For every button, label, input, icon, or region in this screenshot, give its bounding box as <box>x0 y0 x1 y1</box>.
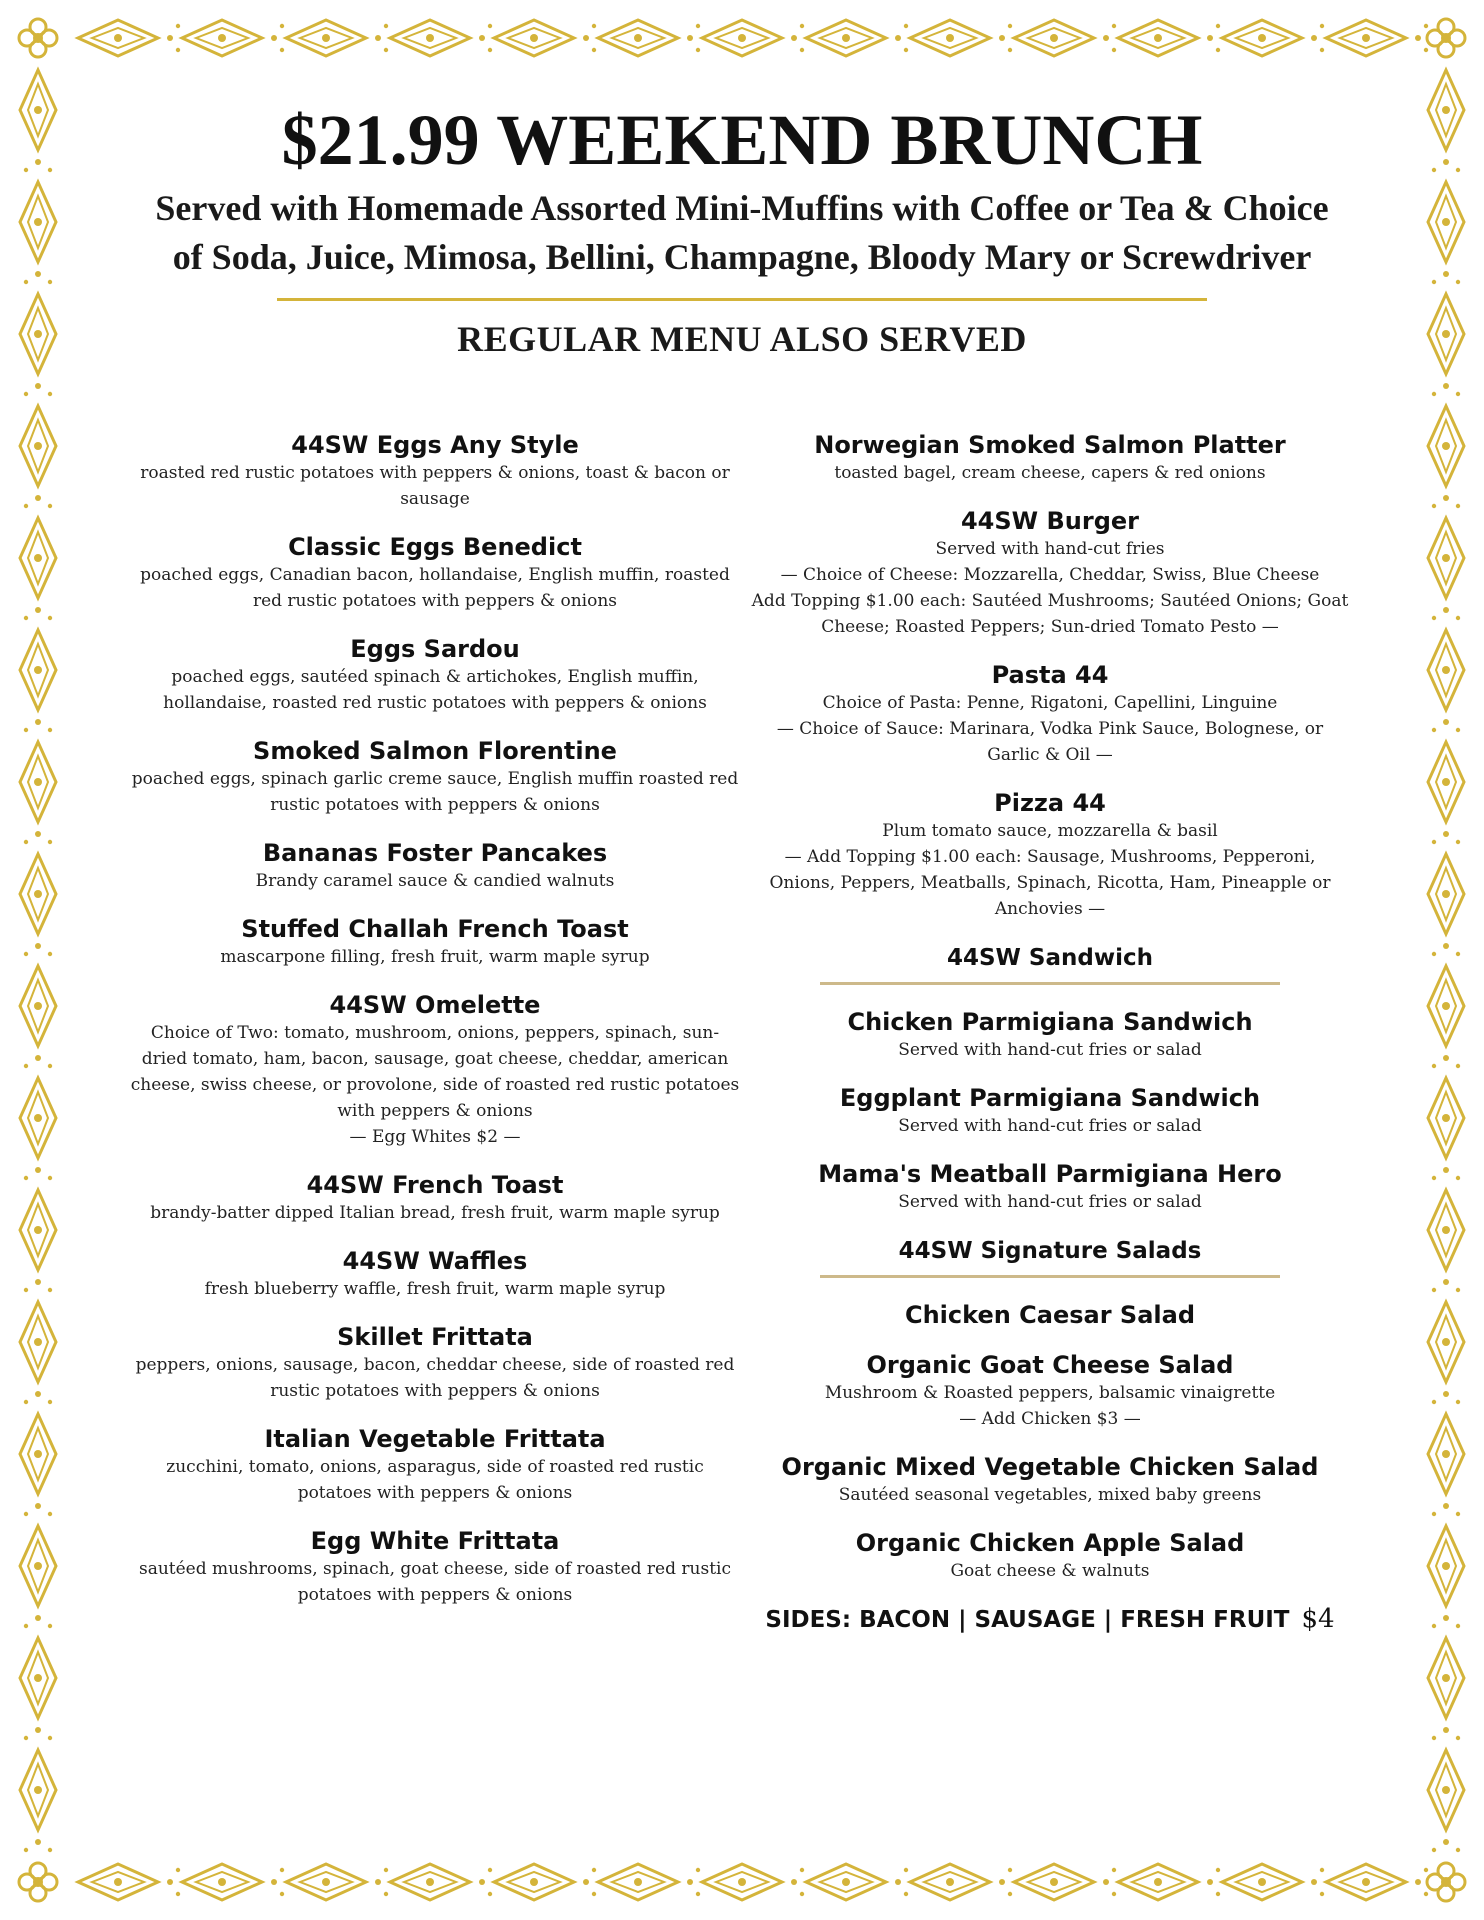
menu-item-name: 44SW Burger <box>960 507 1140 535</box>
border-ornament-icon <box>20 742 56 844</box>
menu-item <box>130 1170 740 1226</box>
menu-item-name: Pizza 44 <box>994 789 1106 817</box>
menu-item-name: 44SW Waffles <box>342 1247 528 1275</box>
border-ornament-icon <box>1428 1526 1464 1628</box>
border-ornament-icon <box>1428 1302 1464 1404</box>
page-title: $21.99 WEEKEND BRUNCH <box>281 100 1203 180</box>
sides-line <box>750 1604 1350 1634</box>
menu-item-description: poached eggs, spinach garlic creme sauce, English muffin roasted red rustic potatoes with peppers & onions <box>131 769 739 815</box>
menu-item-description: roasted red rustic potatoes with peppers & onions, toast & bacon or sausage <box>140 463 730 509</box>
menu-item-name: Mama's Meatball Parmigiana Hero <box>818 1160 1282 1188</box>
border-ornament-icon <box>286 1864 388 1900</box>
corner-flower-icon <box>19 19 57 57</box>
menu-item-description: poached eggs, Canadian bacon, hollandaise, English muffin, roasted red rustic potatoes with peppers & onions <box>140 565 730 611</box>
border-ornament-icon <box>20 1302 56 1404</box>
border-ornament-icon <box>20 1078 56 1180</box>
menu-item-description: zucchini, tomato, onions, asparagus, side of roasted red rustic potatoes with peppers & onions <box>166 1457 704 1503</box>
border-ornament-icon <box>702 20 804 56</box>
border-ornament-icon <box>494 1864 596 1900</box>
border-ornament-icon <box>1014 20 1116 56</box>
menu-item-description: Choice of Pasta: Penne, Rigatoni, Capellini, Linguine <box>822 693 1278 713</box>
menu-item-description: Brandy caramel sauce & candied walnuts <box>255 871 615 891</box>
border-ornament-icon <box>20 1750 56 1852</box>
menu-item-name: Pasta 44 <box>991 661 1109 689</box>
border-ornament-icon <box>20 294 56 396</box>
menu-item-name: Organic Mixed Vegetable Chicken Salad <box>781 1453 1319 1481</box>
menu-item <box>750 430 1350 486</box>
menu-item-description: — Choice of Sauce: Marinara, Vodka Pink Sauce, Bolognese, or Garlic & Oil — <box>776 719 1324 765</box>
border-ornament-icon <box>1014 1864 1116 1900</box>
border-ornament-icon <box>20 182 56 284</box>
menu-item-name: Stuffed Challah French Toast <box>241 915 629 943</box>
menu-item-description: Add Topping $1.00 each: Sautéed Mushrooms; Sautéed Onions; Goat Cheese; Roasted Peppers; Sun-dried Tomato Pesto — <box>751 591 1349 637</box>
menu-item <box>130 1424 740 1506</box>
menu-item-name: Eggs Sardou <box>350 635 520 663</box>
menu-item <box>750 1452 1350 1508</box>
menu-item <box>750 788 1350 922</box>
border-ornament-icon <box>598 1864 700 1900</box>
border-ornament-icon <box>1428 294 1464 396</box>
menu-item-description: Served with hand-cut fries or salad <box>898 1040 1202 1060</box>
menu-item-description: Served with hand-cut fries or salad <box>898 1192 1202 1212</box>
border-ornament-icon <box>598 20 700 56</box>
menu-item-name: Organic Chicken Apple Salad <box>855 1529 1245 1557</box>
border-ornament-icon <box>1428 966 1464 1068</box>
left-menu-column <box>130 430 740 1628</box>
border-ornament-icon <box>1428 1190 1464 1292</box>
menu-item-description: Plum tomato sauce, mozzarella & basil <box>882 821 1218 841</box>
section-title: 44SW Signature Salads <box>898 1238 1202 1264</box>
menu-item-name: Bananas Foster Pancakes <box>262 839 608 867</box>
right-menu-column <box>750 430 1350 1634</box>
brunch-subtitle: Served with Homemade Assorted Mini-Muffins with Coffee or Tea & Choice of Soda, Juice, Mimosa, Bellini, Champagne, Bloody Mary or Screwdriver <box>155 188 1329 277</box>
menu-item-description: Mushroom & Roasted peppers, balsamic vinaigrette <box>824 1383 1276 1403</box>
menu-item-description: poached eggs, sautéed spinach & artichokes, English muffin, hollandaise, roasted red rustic potatoes with peppers & onions <box>163 667 707 713</box>
menu-item-description: Goat cheese & walnuts <box>950 1561 1150 1581</box>
border-ornament-icon <box>1428 630 1464 732</box>
menu-item <box>750 1528 1350 1584</box>
border-ornament-icon <box>806 20 908 56</box>
regular-menu-note: REGULAR MENU ALSO SERVED <box>457 319 1027 359</box>
border-ornament-icon <box>910 1864 1012 1900</box>
menu-item-name: Classic Eggs Benedict <box>288 533 582 561</box>
menu-item <box>750 1350 1350 1432</box>
menu-item-description: fresh blueberry waffle, fresh fruit, warm maple syrup <box>204 1279 666 1299</box>
border-ornament-icon <box>20 518 56 620</box>
border-ornament-icon <box>494 20 596 56</box>
section-divider <box>820 982 1280 985</box>
section-divider <box>820 1275 1280 1278</box>
menu-item-description: sautéed mushrooms, spinach, goat cheese, side of roasted red rustic potatoes with peppers & onions <box>138 1559 731 1605</box>
menu-item-description: toasted bagel, cream cheese, capers & red onions <box>834 463 1266 483</box>
border-ornament-icon <box>20 406 56 508</box>
corner-flower-icon <box>1427 1863 1465 1901</box>
border-ornament-icon <box>1326 1864 1428 1900</box>
menu-content <box>110 100 1374 1634</box>
menu-item-name: Eggplant Parmigiana Sandwich <box>839 1084 1261 1112</box>
border-ornament-icon <box>182 20 284 56</box>
border-ornament-icon <box>1428 1638 1464 1740</box>
border-ornament-icon <box>1118 20 1220 56</box>
corner-flower-icon <box>19 1863 57 1901</box>
border-ornament-icon <box>20 630 56 732</box>
menu-item-description: — Choice of Cheese: Mozzarella, Cheddar, Swiss, Blue Cheese <box>780 565 1320 585</box>
corner-flower-icon <box>1427 19 1465 57</box>
border-ornament-icon <box>182 1864 284 1900</box>
menu-item <box>130 914 740 970</box>
menu-item <box>750 660 1350 768</box>
border-ornament-icon <box>1428 518 1464 620</box>
menu-item-name: 44SW Omelette <box>329 991 541 1019</box>
menu-item-name: Italian Vegetable Frittata <box>264 1425 606 1453</box>
border-ornament-icon <box>390 20 492 56</box>
menu-item <box>130 532 740 614</box>
menu-item-name: 44SW Eggs Any Style <box>291 431 579 459</box>
border-ornament-icon <box>20 1526 56 1628</box>
border-ornament-icon <box>286 20 388 56</box>
menu-item <box>130 430 740 512</box>
menu-item-description: Served with hand-cut fries <box>935 539 1165 559</box>
border-ornament-icon <box>20 854 56 956</box>
border-ornament-icon <box>1428 182 1464 284</box>
border-ornament-icon <box>1428 70 1464 172</box>
menu-item <box>130 1246 740 1302</box>
menu-item-name: Chicken Parmigiana Sandwich <box>847 1008 1253 1036</box>
border-ornament-icon <box>20 70 56 172</box>
menu-item-description: Choice of Two: tomato, mushroom, onions, peppers, spinach, sun-dried tomato, ham, bacon, sausage, goat cheese, cheddar, american cheese, swiss cheese, or provolone, side of roasted red rustic potatoes with peppers & onions <box>130 1023 740 1121</box>
border-ornament-icon <box>1428 1414 1464 1516</box>
menu-item-description: — Egg Whites $2 — <box>349 1127 521 1147</box>
menu-item <box>750 1007 1350 1063</box>
menu-item <box>130 736 740 818</box>
menu-item-description: mascarpone filling, fresh fruit, warm maple syrup <box>220 947 650 967</box>
section-title: 44SW Sandwich <box>946 945 1153 971</box>
border-ornament-icon <box>1118 1864 1220 1900</box>
border-ornament-icon <box>1428 1750 1464 1852</box>
menu-item-name: Norwegian Smoked Salmon Platter <box>814 431 1286 459</box>
border-ornament-icon <box>78 1864 180 1900</box>
border-ornament-icon <box>806 1864 908 1900</box>
menu-item-description: — Add Topping $1.00 each: Sausage, Mushrooms, Pepperoni, Onions, Peppers, Meatballs, Spinach, Ricotta, Ham, Pineapple or Anchovies — <box>769 847 1331 919</box>
menu-item-description: Served with hand-cut fries or salad <box>898 1116 1202 1136</box>
border-ornament-icon <box>702 1864 804 1900</box>
menu-item <box>130 1322 740 1404</box>
border-ornament-icon <box>20 1190 56 1292</box>
menu-item <box>750 1159 1350 1215</box>
menu-item <box>750 1083 1350 1139</box>
border-ornament-icon <box>390 1864 492 1900</box>
salad-section-header <box>750 1235 1350 1278</box>
border-ornament-icon <box>20 1414 56 1516</box>
border-ornament-icon <box>1428 854 1464 956</box>
menu-item <box>130 634 740 716</box>
border-ornament-icon <box>1428 406 1464 508</box>
menu-item-name: Skillet Frittata <box>337 1323 533 1351</box>
menu-item <box>750 1300 1350 1330</box>
menu-item-description: Sautéed seasonal vegetables, mixed baby greens <box>838 1485 1262 1505</box>
menu-item <box>130 1526 740 1608</box>
title-divider <box>277 298 1207 301</box>
sandwich-section-header <box>750 942 1350 985</box>
border-ornament-icon <box>78 20 180 56</box>
border-ornament-icon <box>1326 20 1428 56</box>
border-ornament-icon <box>1428 742 1464 844</box>
menu-item <box>130 990 740 1150</box>
border-ornament-icon <box>20 1638 56 1740</box>
sides-label: SIDES: BACON | SAUSAGE | FRESH FRUIT <box>765 1607 1290 1633</box>
menu-item-description: — Add Chicken $3 — <box>959 1409 1141 1429</box>
menu-item <box>750 506 1350 640</box>
border-ornament-icon <box>1428 1078 1464 1180</box>
menu-item-name: 44SW French Toast <box>306 1171 564 1199</box>
sides-price: $4 <box>1301 1604 1335 1634</box>
border-ornament-icon <box>1222 20 1324 56</box>
menu-item-description: peppers, onions, sausage, bacon, cheddar cheese, side of roasted red rustic potatoes with peppers & onions <box>135 1355 735 1401</box>
menu-item-description: brandy-batter dipped Italian bread, fresh fruit, warm maple syrup <box>150 1203 720 1223</box>
border-ornament-icon <box>1222 1864 1324 1900</box>
menu-item-name: Chicken Caesar Salad <box>904 1301 1196 1329</box>
border-ornament-icon <box>20 966 56 1068</box>
menu-item-name: Egg White Frittata <box>310 1527 560 1555</box>
menu-item <box>130 838 740 894</box>
border-ornament-icon <box>910 20 1012 56</box>
menu-item-name: Organic Goat Cheese Salad <box>866 1351 1234 1379</box>
menu-item-name: Smoked Salmon Florentine <box>253 737 617 765</box>
